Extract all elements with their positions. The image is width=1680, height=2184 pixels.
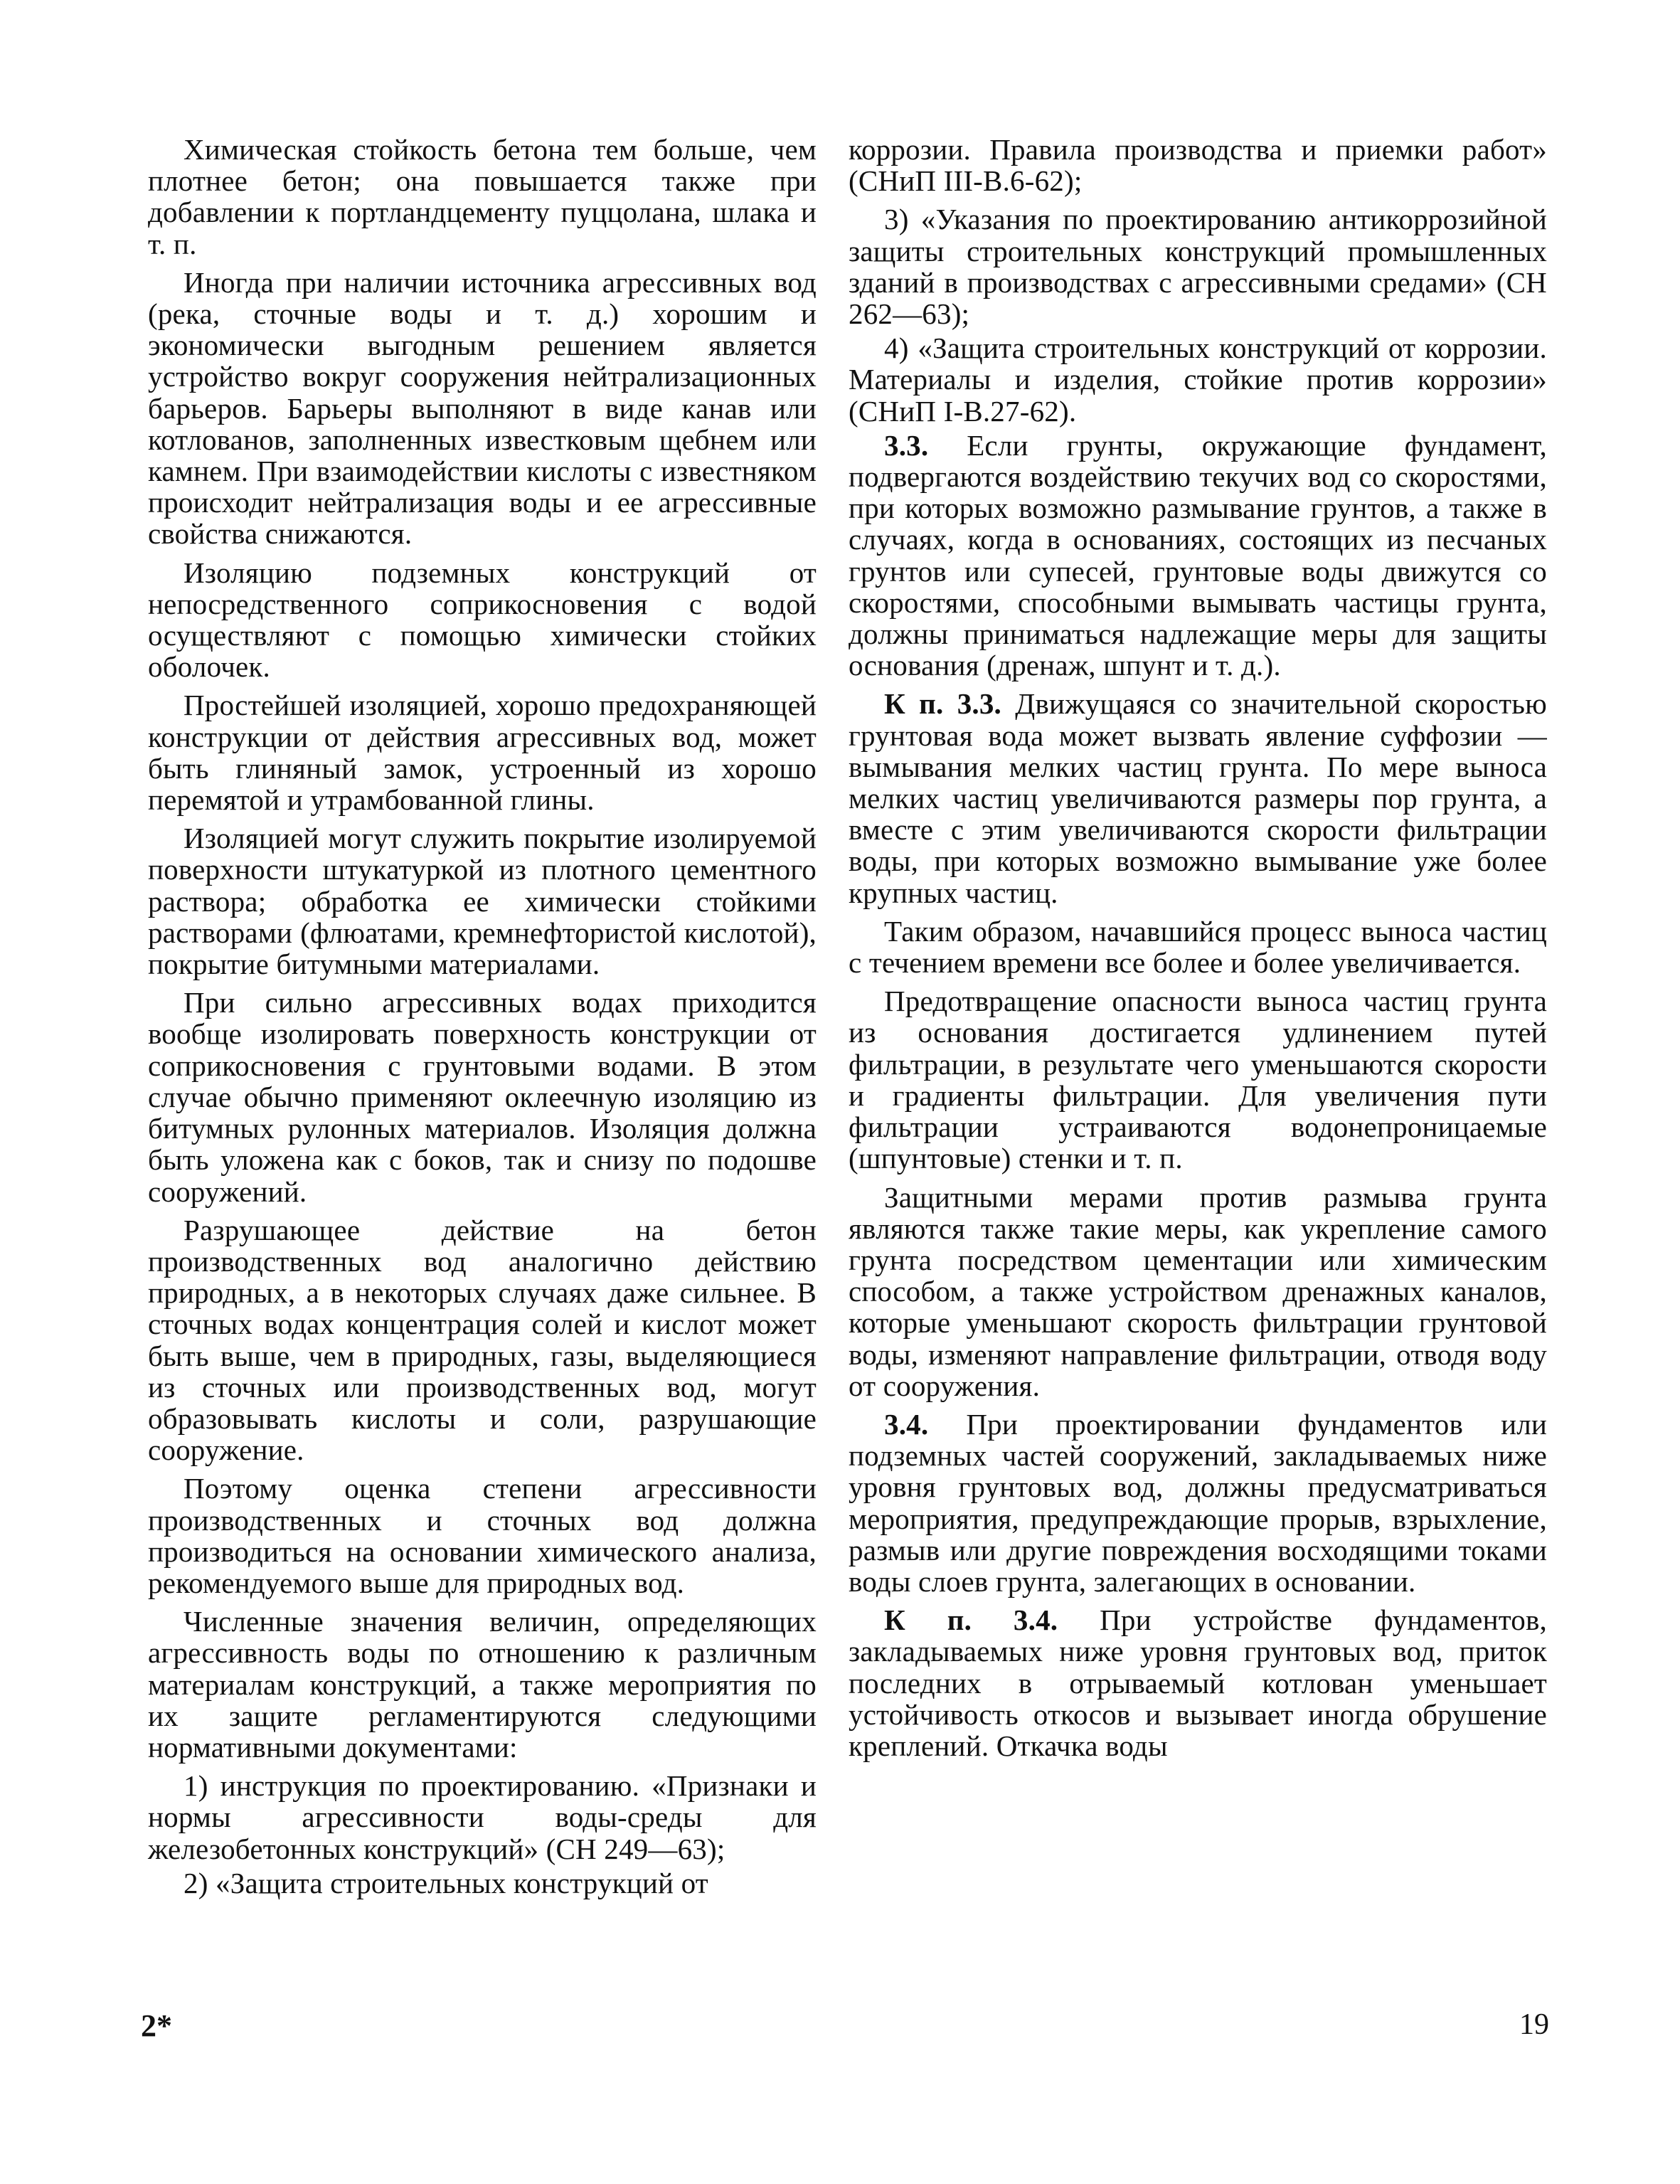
- section-3-4-number: 3.4.: [884, 1407, 929, 1441]
- commentary-3-4-label: К п. 3.4.: [884, 1603, 1058, 1637]
- right-column: [849, 134, 1547, 1769]
- list-item-2-continued: коррозии. Правила производства и приемки работ» (СНиП III-В.6-62);: [849, 133, 1547, 198]
- paragraph-protective-measures: Защитными мерами против размыва грунта являются также такие меры, как укрепление самого грунта посредством цементации или химическим способом, а также устройством дренажных каналов, которые уменьшают скорость фильтрации грунтовой воды, изменяют направление фильтрации, отводя воду от сооружения.: [849, 1180, 1547, 1402]
- list-item-2: 2) «Защита строительных конструкций от: [184, 1866, 708, 1899]
- commentary-3-4: [849, 1604, 1547, 1761]
- paragraph-isolation-shells: Изоляцию подземных конструкций от непосредственного соприкосновения с водой осуществляют с помощью химически стойких оболочек.: [148, 556, 817, 684]
- list-item-1: 1) инструкция по проектированию. «Признаки и нормы агрессивности воды-среды для железобетонных конструкций» (СН 249—63);: [148, 1769, 817, 1865]
- paragraph-process-growth: Таким образом, начавшийся процесс выноса частиц с течением времени все более и более увеличивается.: [849, 914, 1547, 980]
- section-3-4-text: При проектировании фундаментов или подземных частей сооружений, закладываемых ниже уровня грунтовых вод, должны предусматриваться мероприятия, предупреждающие прорыв, взрыхление, размыв или другие повреждения восходящими токами воды слоев грунта, залегающих в основании.: [849, 1407, 1548, 1598]
- commentary-3-3-text: Движущаяся со значительной скоростью грунтовая вода может вызвать явление суффозии — вымывания мелких частиц грунта. По мере выноса мелких частиц увеличиваются размеры пор грунта, а вместе с этим увеличиваются скорости фильтрации воды, при которых возможно вымывание уже более крупных частиц.: [849, 687, 1548, 909]
- paragraph-normative-documents: Численные значения величин, определяющих агрессивность воды по отношению к различным материалам конструкций, а также мероприятия по их защите регламентируются следующими нормативными документами:: [148, 1605, 817, 1764]
- paragraph-assessment: Поэтому оценка степени агрессивности производственных и сточных вод должна производиться на основании химического анализа, рекомендуемого выше для природных вод.: [148, 1472, 817, 1599]
- paragraph-chemical-resistance: Химическая стойкость бетона тем больше, чем плотнее бетон; она повышается также при добавлении к портландцементу пуццолана, шлака и т. п.: [148, 133, 817, 260]
- commentary-3-3-label: К п. 3.3.: [884, 687, 1002, 721]
- section-3-3-number: 3.3.: [884, 428, 929, 462]
- signature-mark: 2*: [141, 2008, 172, 2043]
- page-number: 19: [1519, 2008, 1549, 2041]
- list-item-4: 4) «Защита строительных конструкций от коррозии. Материалы и изделия, стойкие против коррозии» (СНиП I-В.27-62).: [849, 332, 1547, 428]
- paragraph-strong-aggressive-waters: При сильно агрессивных водах приходится вообще изолировать поверхность конструкции от соприкосновения с грунтовыми водами. В этом случае обычно применяют оклеечную изоляцию из битумных рулонных материалов. Изоляция должна быть уложена как с боков, так и снизу по подошве сооружений.: [148, 986, 817, 1208]
- section-3-3-text: Если грунты, окружающие фундамент, подвергаются воздействию текучих вод со скоростями, при которых возможно размывание грунтов, а также в случаях, когда в основаниях, состоящих из песчаных грунтов или супесей, грунтовые воды движутся со скоростями, способными вымывать частицы грунта, должны приниматься надлежащие меры для защиты основания (дренаж, шпунт и т. д.).: [849, 428, 1547, 682]
- section-3-4: [849, 1409, 1547, 1597]
- paragraph-filtration-paths: Предотвращение опасности выноса частиц грунта из основания достигается удлинением путей фильтрации, в результате чего уменьшаются скорости и градиенты фильтрации. Для увеличения пути фильтрации устраиваются водонепроницаемые (шпунтовые) стенки и т. п.: [849, 985, 1547, 1175]
- paragraph-surface-coatings: Изоляцией могут служить покрытие изолируемой поверхности штукатуркой из плотного цементного раствора; обработка ее химически стойкими растворами (флюатами, кремнефтористой кислотой), покрытие битумными материалами.: [148, 822, 817, 981]
- section-3-3: [849, 430, 1547, 682]
- commentary-3-4-text: При устройстве фундаментов, закладываемых ниже уровня грунтовых вод, приток последних в отрываемый котлован уменьшает устойчивость откосов и вызывает иногда обрушение креплений. Откачка воды: [849, 1603, 1547, 1762]
- paragraph-industrial-waters: Разрушающее действие на бетон производственных вод аналогично действию природных, а в некоторых случаях даже сильнее. В сточных водах концентрация солей и кислот может быть выше, чем в природных, газы, выделяющиеся из сточных или производственных вод, могут образовывать кислоты и соли, разрушающие сооружение.: [148, 1213, 817, 1467]
- left-column: [148, 134, 817, 1902]
- paragraph-clay-lock: Простейшей изоляцией, хорошо предохраняющей конструкции от действия агрессивных вод, может быть глиняный замок, устроенный из хорошо перемятой и утрамбованной глины.: [148, 689, 817, 817]
- commentary-3-3: [849, 688, 1547, 908]
- paragraph-neutralization-barriers: Иногда при наличии источника агрессивных вод (река, сточные воды и т. д.) хорошим и экономически выгодным решением является устройство вокруг сооружения нейтрализационных барьеров. Барьеры выполняют в виде канав или котлованов, заполненных известковым щебнем или камнем. При взаимодействии кислоты с известняком происходит нейтрализация воды и ее агрессивные свойства снижаются.: [148, 265, 817, 551]
- list-item-3: 3) «Указания по проектированию антикоррозийной защиты строительных конструкций промышленных зданий в производствах с агрессивными средами» (СН 262—63);: [849, 203, 1547, 331]
